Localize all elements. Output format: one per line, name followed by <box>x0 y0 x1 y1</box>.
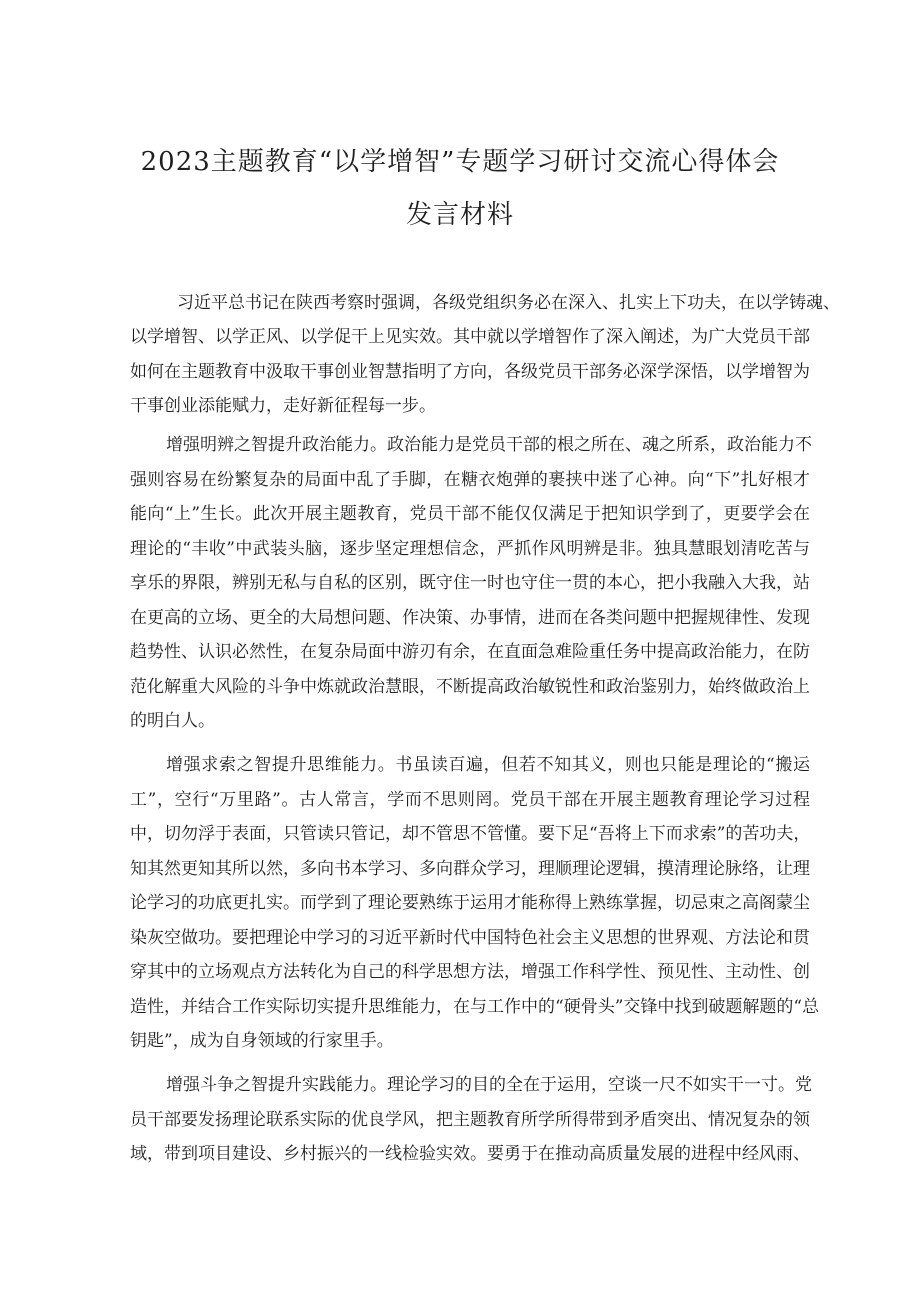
paragraph-line: 论学习的功底更扎实。而学到了理论要熟练于运用才能称得上熟练掌握，切忌束之高阁蒙尘 <box>130 893 810 913</box>
paragraph-line: 工”，空行“万里路”。古人常言，学而不思则罔。党员干部在开展主题教育理论学习过程 <box>130 790 810 810</box>
paragraph-line: 钥匙”，成为自身领域的行家里手。 <box>130 1031 394 1051</box>
paragraph-line: 增强明辨之智提升政治能力。政治能力是党员干部的根之所在、魂之所系，政治能力不 <box>166 435 812 455</box>
paragraph-line: 的明白人。 <box>130 711 215 731</box>
paragraph-line: 增强斗争之智提升实践能力。理论学习的目的全在于运用，空谈一尺不如实干一寸。党 <box>166 1075 812 1095</box>
paragraph-line: 如何在主题教育中汲取干事创业智慧指明了方向，各级党员干部务必深学深悟，以学增智为 <box>130 362 810 382</box>
paragraph-line: 理论的“丰收”中武装头脑，逐步坚定理想信念，严抓作风明辨是非。独具慧眼划清吃苦与 <box>130 539 810 559</box>
paragraph-line: 染灰空做功。要把理论中学习的习近平新时代中国特色社会主义思想的世界观、方法论和贯 <box>130 928 810 948</box>
paragraph-line: 干事创业添能赋力，走好新征程每一步。 <box>130 396 436 416</box>
paragraph-line: 范化解重大风险的斗争中炼就政治慧眼，不断提高政治敏锐性和政治鉴别力，始终做政治上 <box>130 677 810 697</box>
document-title-line-2: 发言材料 <box>405 200 514 230</box>
paragraph-line: 享乐的界限，辨别无私与自私的区别，既守住一时也守住一贯的本心，把小我融入大我，站 <box>130 573 810 593</box>
paragraph-line: 知其然更知其所以然，多向书本学习、多向群众学习，理顺理论逻辑，摸清理论脉络，让理 <box>130 859 810 879</box>
paragraph-line: 造性，并结合工作实际切实提升思维能力，在与工作中的“硬骨头”交锋中找到破题解题的“总 <box>130 997 820 1017</box>
paragraph-line: 增强求索之智提升思维能力。书虽读百遍，但若不知其义，则也只能是理论的“搬运 <box>166 755 810 775</box>
paragraph-line: 能向“上”生长。此次开展主题教育，党员干部不能仅仅满足于把知识学到了，更要学会在 <box>130 504 810 524</box>
paragraph-line: 在更高的立场、更全的大局想问题、作决策、办事情，进而在各类问题中把握规律性、发现 <box>130 608 810 628</box>
paragraph-line: 域，带到项目建设、乡村振兴的一线检验实效。要勇于在推动高质量发展的进程中经风雨、 <box>130 1144 810 1164</box>
paragraph-line: 穿其中的立场观点方法转化为自己的科学思想方法，增强工作科学性、预见性、主动性、创 <box>130 962 810 982</box>
paragraph-line: 强则容易在纷繁复杂的局面中乱了手脚，在糖衣炮弹的裹挟中迷了心神。向“下”扎好根才 <box>130 470 810 490</box>
paragraph-line: 员干部要发扬理论联系实际的优良学风，把主题教育所学所得带到矛盾突出、情况复杂的领 <box>130 1110 810 1130</box>
document-title-line-1: 2023主题教育“以学增智”专题学习研讨交流心得体会 <box>140 147 780 177</box>
paragraph-line: 中，切勿浮于表面，只管读只管记，却不管思不管懂。要下足“吾将上下而求索”的苦功夫， <box>130 824 811 844</box>
paragraph-line: 趋势性、认识必然性，在复杂局面中游刃有余，在直面急难险重任务中提高政治能力，在防 <box>130 642 810 662</box>
paragraph-line: 以学增智、以学正风、以学促干上见实效。其中就以学增智作了深入阐述，为广大党员干部 <box>130 327 810 347</box>
paragraph-line: 习近平总书记在陕西考察时强调，各级党组织务必在深入、扎实上下功夫，在以学铸魂、 <box>177 293 840 313</box>
